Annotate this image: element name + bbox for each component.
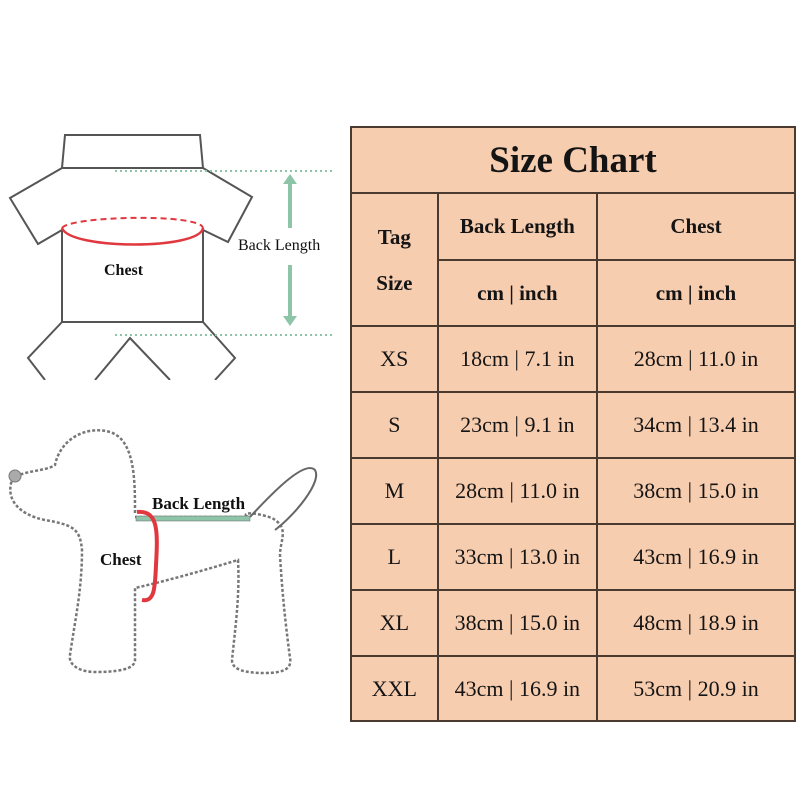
size-cell: XL [351, 590, 438, 656]
chest-header: Chest [597, 193, 795, 260]
table-row [351, 458, 795, 524]
tag-header-line2: Size [376, 270, 413, 295]
dog-diagram [0, 420, 340, 700]
chest-unit-header: cm | inch [597, 260, 795, 326]
back-length-cell: 18cm | 7.1 in [438, 326, 597, 392]
back-length-cell: 23cm | 9.1 in [438, 392, 597, 458]
garment-back-length-label: Back Length [238, 237, 321, 254]
back-length-cell: 38cm | 15.0 in [438, 590, 597, 656]
tag-header-line1: Tag [377, 224, 411, 249]
chest-cell: 34cm | 13.4 in [597, 392, 795, 458]
size-chart-title: Size Chart [351, 127, 795, 193]
table-row [351, 524, 795, 590]
back-length-cell: 33cm | 13.0 in [438, 524, 597, 590]
size-cell: S [351, 392, 438, 458]
garment-chest-label: Chest [104, 262, 144, 279]
size-chart-table [350, 126, 796, 722]
back-length-unit-header: cm | inch [438, 260, 597, 326]
chest-cell: 43cm | 16.9 in [597, 524, 795, 590]
table-row [351, 590, 795, 656]
chest-cell: 53cm | 20.9 in [597, 656, 795, 721]
size-cell: L [351, 524, 438, 590]
chest-cell: 48cm | 18.9 in [597, 590, 795, 656]
dog-chest-label: Chest [100, 550, 142, 569]
size-cell: XS [351, 326, 438, 392]
size-cell: M [351, 458, 438, 524]
table-row [351, 656, 795, 721]
back-length-cell: 28cm | 11.0 in [438, 458, 597, 524]
table-row [351, 326, 795, 392]
back-length-header: Back Length [438, 193, 597, 260]
tag-size-header [351, 193, 438, 326]
dog-back-length-label: Back Length [152, 494, 246, 513]
chest-cell: 28cm | 11.0 in [597, 326, 795, 392]
dog-outline-icon [0, 420, 340, 700]
table-row [351, 392, 795, 458]
garment-diagram [0, 120, 350, 380]
back-length-cell: 43cm | 16.9 in [438, 656, 597, 721]
size-cell: XXL [351, 656, 438, 721]
chest-cell: 38cm | 15.0 in [597, 458, 795, 524]
